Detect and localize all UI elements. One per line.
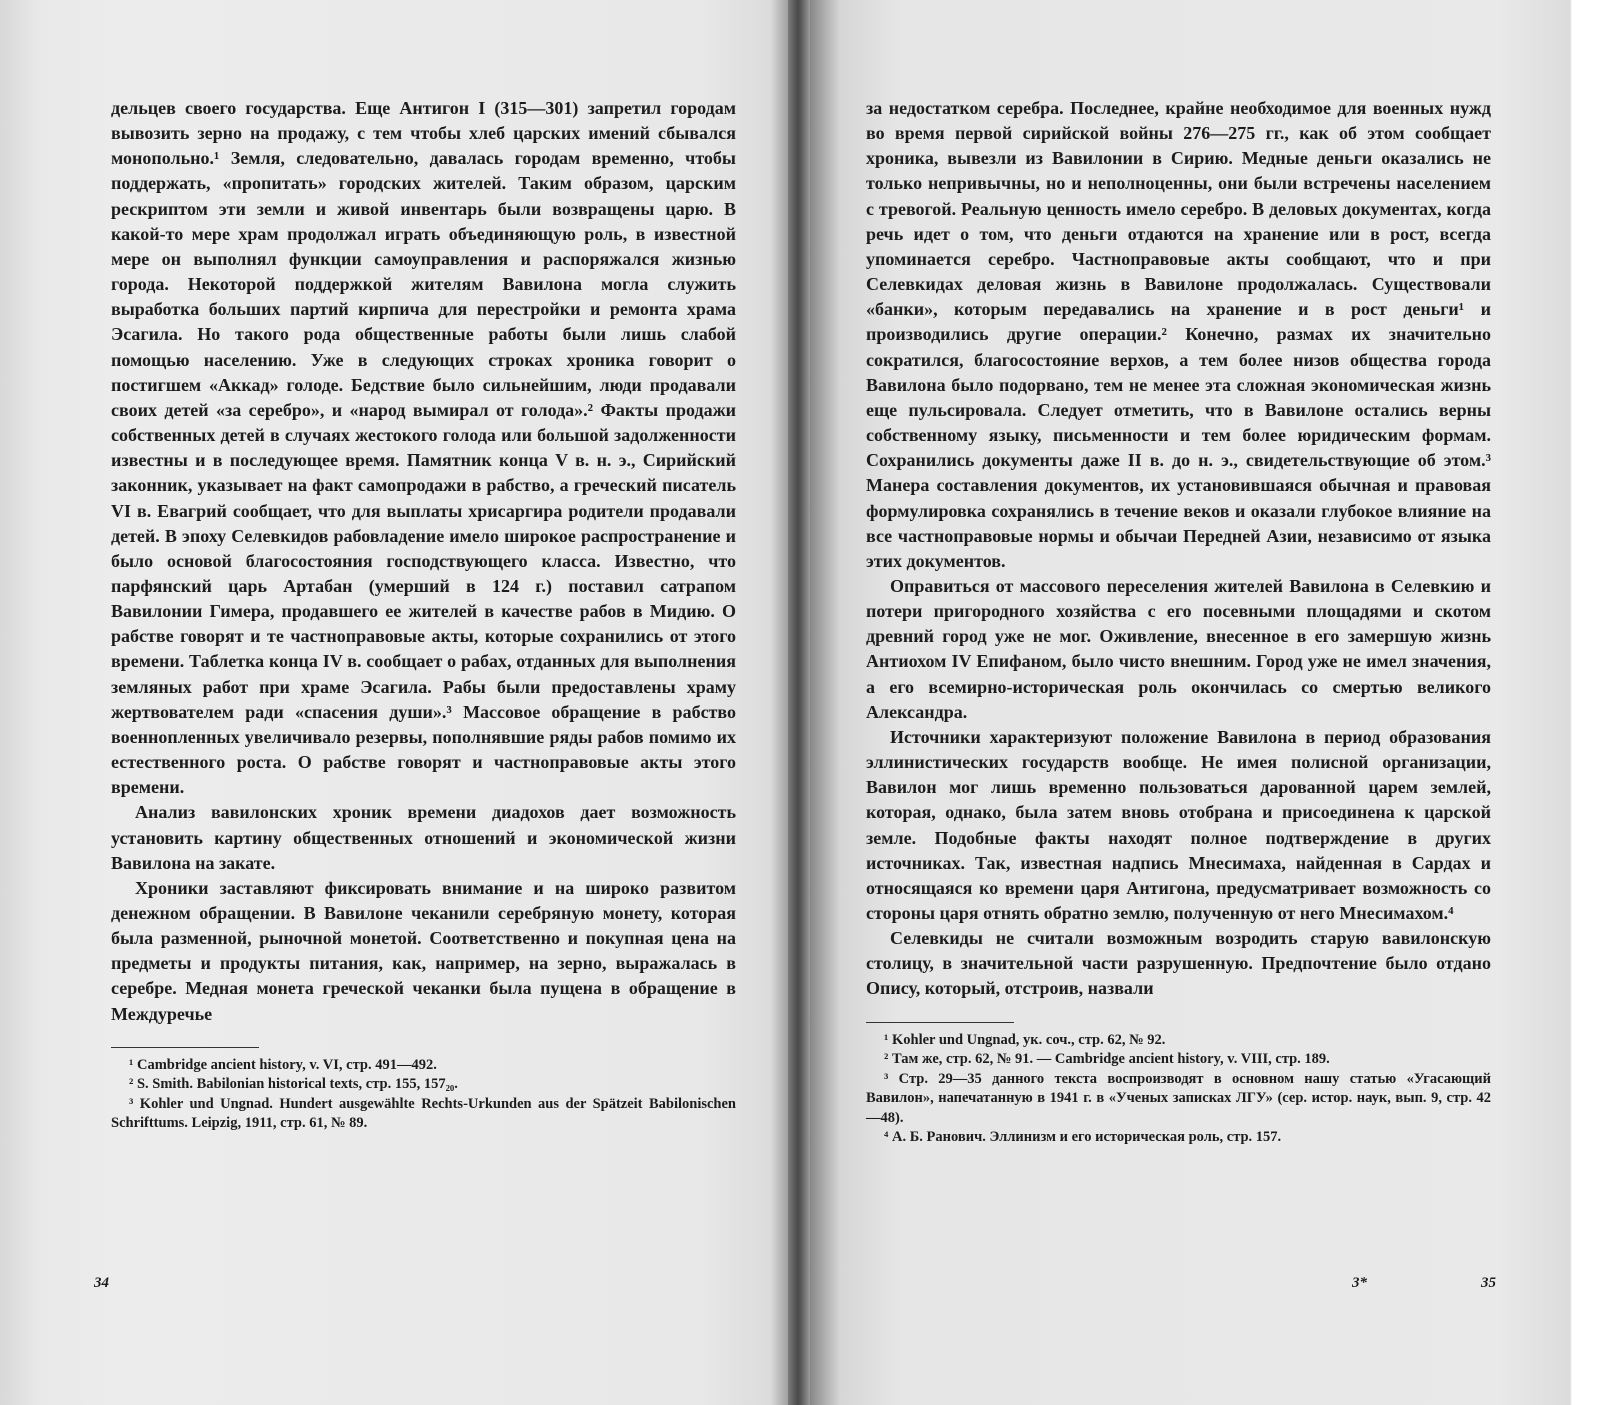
right-page (866, 96, 1491, 1148)
book-gutter (788, 0, 810, 1405)
left-paragraph: Анализ вавилонских хроник времени диадохов дает возможность установить картину общественных отношений и экономической жизни Вавилона на закате. (111, 802, 736, 873)
right-paragraph: за недостатком серебра. Последнее, крайне необходимое для военных нужд во время первой сирийской войны 276—275 гг., как об этом сообщает хроника, вывезли из Вавилонии в Сирию. Медные деньги оказались не только непривычны, но и неполноценны, они были встречены населением с тревогой. Реальную ценность имело серебро. В деловых документах, когда речь идет о том, что деньги отдаются на хранение или в рост, всегда упоминается серебро. Частноправовые акты сообщают, что и при Селевкидах деловая жизнь в Вавилоне продолжалась. Существовали «банки», которым передавались на хранение и в рост деньги¹ и производились другие операции.² Конечно, размах их значительно сократился, благосостояние верхов, а тем более низов общества города Вавилона было подорвано, тем не менее эта сложная экономическая жизнь еще пульсировала. Следует отметить, что в Вавилоне остались верны собственному языку, письменности и тем более юридическим формам. Сохранились документы даже II в. до н. э., свидетельствующие об этом.³ Манера составления документов, их установившаяся обычная и правовая формулировка сохранялись в течение веков и оказали глубокое влияние на все частноправовые нормы и обычаи Передней Азии, независимо от языка этих документов. (866, 98, 1491, 571)
page-number-right: 35 (1481, 1275, 1496, 1291)
footnote: ² S. Smith. Babilonian historical texts, стр. 155, 157₂₀. (129, 1076, 458, 1093)
right-footnotes (866, 1031, 1491, 1148)
footnote-rule (111, 1047, 259, 1048)
footnote: ³ Kohler und Ungnad. Hundert ausgewählte Rechts-Urkunden aus der Spätzeit Babilonischen Schrifttums. Leipzig, 1911, стр. 61, № 89. (111, 1095, 736, 1132)
right-paragraph: Источники характеризуют положение Вавилона в период образования эллинистических государств вообще. Не имея полисной организации, Вавилон мог лишь временно пользоваться дарованной царем землей, которая, однако, была затем вновь отобрана и присоединена к царской земле. Подобные факты находят полное подтверждение в других источниках. Так, известная надпись Мнесимаха, найденная в Сардах и относящаяся ко времени царя Антигона, предусматривает возможность со стороны царя отнять обратно землю, полученную от него Мнесимахом.⁴ (866, 726, 1491, 923)
right-paragraph: Селевкиды не считали возможным возродить старую вавилонскую столицу, в значительной части разрушенную. Предпочтение было отдано Опису, который, отстроив, назвали (866, 928, 1491, 999)
right-page-body (866, 96, 1491, 1002)
left-page (111, 96, 736, 1134)
footnote: ³ Стр. 29—35 данного текста воспроизводят в основном нашу статью «Угасающий Вавилон», напечатанную в 1941 г. в «Ученых записках ЛГУ» (сер. истор. наук, вып. 9, стр. 42—48). (866, 1070, 1491, 1126)
footnote: ⁴ А. Б. Ранович. Эллинизм и его историческая роль, стр. 157. (884, 1129, 1282, 1146)
page-number-left: 34 (94, 1275, 109, 1291)
footnote: ¹ Kohler und Ungnad, ук. соч., стр. 62, № 92. (884, 1031, 1166, 1048)
footnote: ² Там же, стр. 62, № 91. — Cambridge ancient history, v. VIII, стр. 189. (884, 1051, 1330, 1068)
signature-mark: 3* (1352, 1275, 1367, 1291)
footnote: ¹ Cambridge ancient history, v. VI, стр. 491—492. (129, 1056, 437, 1073)
left-page-body (111, 96, 736, 1027)
left-footnotes (111, 1056, 736, 1134)
footnote-rule (866, 1022, 1014, 1023)
left-paragraph: Хроники заставляют фиксировать внимание и на широко развитом денежном обращении. В Вавилоне чеканили серебряную монету, которая была разменной, рыночной монетой. Соответственно и покупная цена на предметы и продукты питания, как, например, на зерно, выражалась в серебре. Медная монета греческой чеканки была пущена в обращение в Междуречье (111, 877, 736, 1024)
right-paragraph: Оправиться от массового переселения жителей Вавилона в Селевкию и потери пригородного хозяйства с его посевными площадями и скотом древний город уже не мог. Оживление, внесенное в его замершую жизнь Антиохом IV Епифаном, было чисто внешним. Город уже не имел значения, а его всемирно-историческая роль окончилась со смертью великого Александра. (866, 575, 1491, 722)
left-paragraph: дельцев своего государства. Еще Антигон I (315—301) запретил городам вывозить зерно на продажу, с тем чтобы хлеб царских имений сбывался монопольно.¹ Земля, следовательно, давалась городам временно, чтобы поддержать, «пропитать» городских жителей. Таким образом, царским рескриптом эти земли и живой инвентарь были возвращены царю. В какой-то мере храм продолжал играть объединяющую роль, в известной мере он выполнял функции самоуправления и распоряжался жизнью города. Некоторой поддержкой жителям Вавилона могла служить выработка больших партий кирпича для перестройки и ремонта храма Эсагила. Но такого рода общественные работы были лишь слабой помощью населению. Уже в следующих строках хроника говорит о постигшем «Аккад» голоде. Бедствие было сильнейшим, люди продавали своих детей «за серебро», и «народ вымирал от голода».² Факты продажи собственных детей в случаях жестокого голода или большой задолженности известны и в последующее время. Памятник конца V в. н. э., Сирийский законник, указывает на факт самопродажи в рабство, а греческий писатель VI в. Евагрий сообщает, что для выплаты хрисаргира родители продавали детей. В эпоху Селевкидов рабовладение имело широкое распространение и было основой благосостояния господствующего класса. Известно, что парфянский царь Артабан (умерший в 124 г.) поставил сатрапом Вавилонии Гимера, продавшего ее жителей в качестве рабов в Мидию. О рабстве говорят и те частноправовые акты, которые сохранились от этого времени. Таблетка конца IV в. сообщает о рабах, отданных для выполнения земляных работ при храме Эсагила. Рабы были предоставлены храму жертвователем ради «спасения души».³ Массовое обращение в рабство военнопленных увеличивало резервы, пополнявшие ряды рабов помимо их естественного роста. О рабстве говорят и частноправовые акты этого времени. (111, 98, 736, 798)
